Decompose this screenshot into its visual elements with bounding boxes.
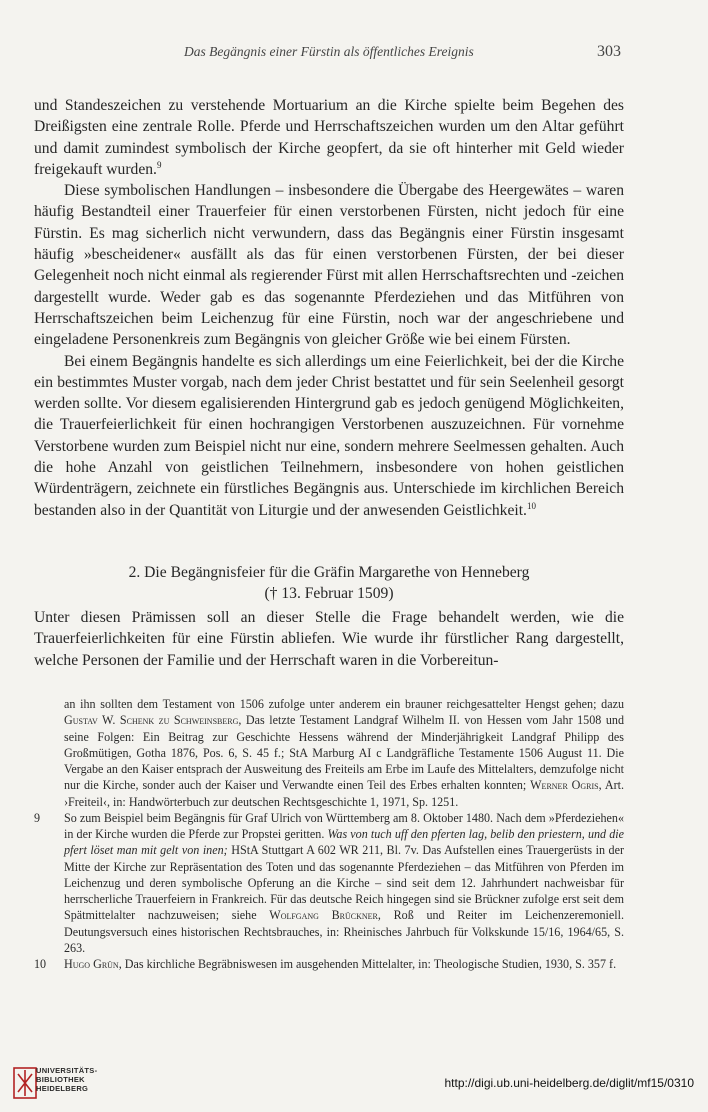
fn9-author: Wolfgang Brückner	[269, 908, 378, 923]
fn8-text-a: an ihn sollten dem Testament von 1506 zufolge unter anderem ein brauner reichgesattelter Hengst gehen; dazu	[64, 697, 624, 711]
footnote-ref-10[interactable]: 10	[526, 500, 536, 511]
main-text	[34, 95, 624, 521]
footnote-9	[34, 810, 624, 956]
paragraph-1	[34, 95, 624, 180]
footnote-8-continued	[34, 696, 624, 810]
paragraph-3	[34, 351, 624, 521]
footnote-ref-9[interactable]: 9	[156, 159, 162, 170]
fn9-text-c: , Roß und Reiter im Leichenzeremoniell. Deutungsversuch eines historischen Rechtsbrauches, in: Rheinisches Jahrbuch für Volkskunde 15/16, 1964/65, S. 263.	[64, 908, 624, 955]
library-name-line-2: BIBLIOTHEK	[36, 1075, 85, 1084]
library-name-line-3: HEIDELBERG	[36, 1084, 89, 1093]
fn9-text-b: HStA Stuttgart A 602 WR 211, Bl. 7v. Das Aufstellen eines Trauergerüsts in der Mitte der Kirche zur Repräsentation des Toten und das sogenannte Pferdeziehen – das Mitführen von Pferden im Leichenzug und deren symbolische Opferung an die Kirche – sind seit dem 12. Jahrhundert nachweisbar für herrscherliche Trauerfeiern in Frankreich. Für das deutsche Reich hingegen sind sie Brückner zufolge erst seit dem Spätmittelalter nachzuweisen; siehe	[64, 843, 624, 923]
paragraph-3-text: Bei einem Begängnis handelte es sich allerdings um eine Feierlichkeit, bei der die Kirche ein bestimmtes Muster vorgab, nach dem jeder Christ bestattet und für sein Seelenheil gesorgt werden sollte. Vor diesem egalisierenden Hintergrund gab es jedoch genügend Möglichkeiten, die Trauerfeierlichkeit für einen hochrangigen Verstorbenen auszuzeichnen. Für vornehme Verstorbene wurden zum Beispiel nicht nur eine, sondern mehrere Seelmessen gehalten. Auch die hohe Anzahl von geistlichen Teilnehmern, insbesondere von hohen geistlichen Würdenträgern, zeichnete ein fürstliches Begängnis aus. Unterschiede im kirchlichen Bereich bestanden also in der Quantität von Liturgie und der anwesenden Geistlichkeit.	[34, 352, 624, 519]
footnotes	[34, 696, 624, 972]
fn10-text: , Das kirchliche Begräbniswesen im ausgehenden Mittelalter, in: Theologische Studien, 1930, S. 357 f.	[118, 957, 617, 971]
section-heading-line-2: († 13. Februar 1509)	[264, 585, 394, 602]
library-name	[36, 1066, 97, 1093]
footnote-9-number: 9	[34, 810, 41, 825]
fn8-author-2: Werner Ogris	[530, 778, 599, 793]
page-number: 303	[597, 43, 621, 60]
section-heading-line-1: 2. Die Begängnisfeier für die Gräfin Margarethe von Henneberg	[128, 564, 530, 581]
footnote-10	[34, 956, 624, 972]
footnote-10-number: 10	[34, 957, 47, 971]
source-url[interactable]: http://digi.ub.uni-heidelberg.de/diglit/mf15/0310	[444, 1076, 694, 1090]
fn8-text-b: , Das letzte Testament Landgraf Wilhelm II. von Hessen vom Jahr 1508 und seine Folgen: Ein Beitrag zur Geschichte Hessens während der Minderjährigkeit Landgraf Philipp des Großmütigen, Gotha 1876, Pos. 6, S. 45 f.; StA Marburg AI c Landgräfliche Testamente 1506 August 11. Die Vergabe an den Kaiser entsprach der Ausweitung des Freiteils am Erbe im Laufe des Mittelalters, demzufolge nicht nur die Kirche, sonder auch der Kaiser und Verwandte einen Teil des Erbes erhalten konnten;	[64, 713, 624, 793]
paragraph-1-text: und Standeszeichen zu verstehende Mortuarium an die Kirche spielte beim Begehen des Dreißigsten eine zentrale Rolle. Pferde und Herrschaftszeichen wurden um den Altar geführt und damit zumindest symbolisch der Kirche geopfert, da sie oft hinterher mit Geld wieder freigekauft wurden.	[34, 97, 624, 178]
paragraph-2: Diese symbolischen Handlungen – insbesondere die Übergabe des Heergewätes – waren häufig Bestandteil einer Trauerfeier für einen verstorbenen Fürsten, nicht jedoch für eine Fürstin. Es mag sicherlich nicht verwundern, dass das Begängnis einer Fürstin insgesamt häufig »bescheidener« ausfällt als das für einen verstorbenen Fürsten, der bei dieser Gelegenheit noch nicht einmal als regierender Fürst mit allen Herrschaftsrechten und -zeichen dargestellt wurde. Weder gab es das sogenannte Pferdeziehen und das Mitführen von Herrschaftszeichen beim Leichenzug für eine Fürstin, noch war der angeschriebene und eingeladene Personenkreis zum Begängnis von gleicher Größe wie bei einem Fürsten.	[34, 182, 624, 349]
library-name-line-1: UNIVERSITÄTS-	[36, 1066, 98, 1075]
section-paragraph: Unter diesen Prämissen soll an dieser Stelle die Frage behandelt werden, wie die Trauerfeierlichkeiten für eine Fürstin abliefen. Wie wurde ihr fürstlicher Rang dargestellt, welche Personen der Familie und der Herrschaft waren in die Vorbereitun-	[34, 609, 624, 669]
section-heading	[34, 562, 624, 604]
fn8-author-1: Gustav W. Schenk zu Schweinsberg	[64, 713, 239, 728]
running-title: Das Begängnis einer Fürstin als öffentliches Ereignis	[184, 44, 474, 59]
fn9-quote: Was von tuch uff den pferten lag, belib den priestern, und die pfert löset man mit gelt von inen;	[64, 827, 624, 858]
fn10-author: Hugo Grün	[64, 957, 119, 971]
viewer-footer	[0, 1052, 708, 1112]
fn9-text-a: So zum Beispiel beim Begängnis für Graf Ulrich von Württemberg am 8. Oktober 1480. Nach dem »Pferdeziehen« in der Kirche wurden die Pferde zur Propstei geritten.	[64, 810, 624, 841]
section-text	[34, 607, 624, 671]
fn8-text-c: , Art. ›Freiteil‹, in: Handwörterbuch zur deutschen Rechtsgeschichte 1, 1971, Sp. 1251.	[64, 778, 624, 809]
